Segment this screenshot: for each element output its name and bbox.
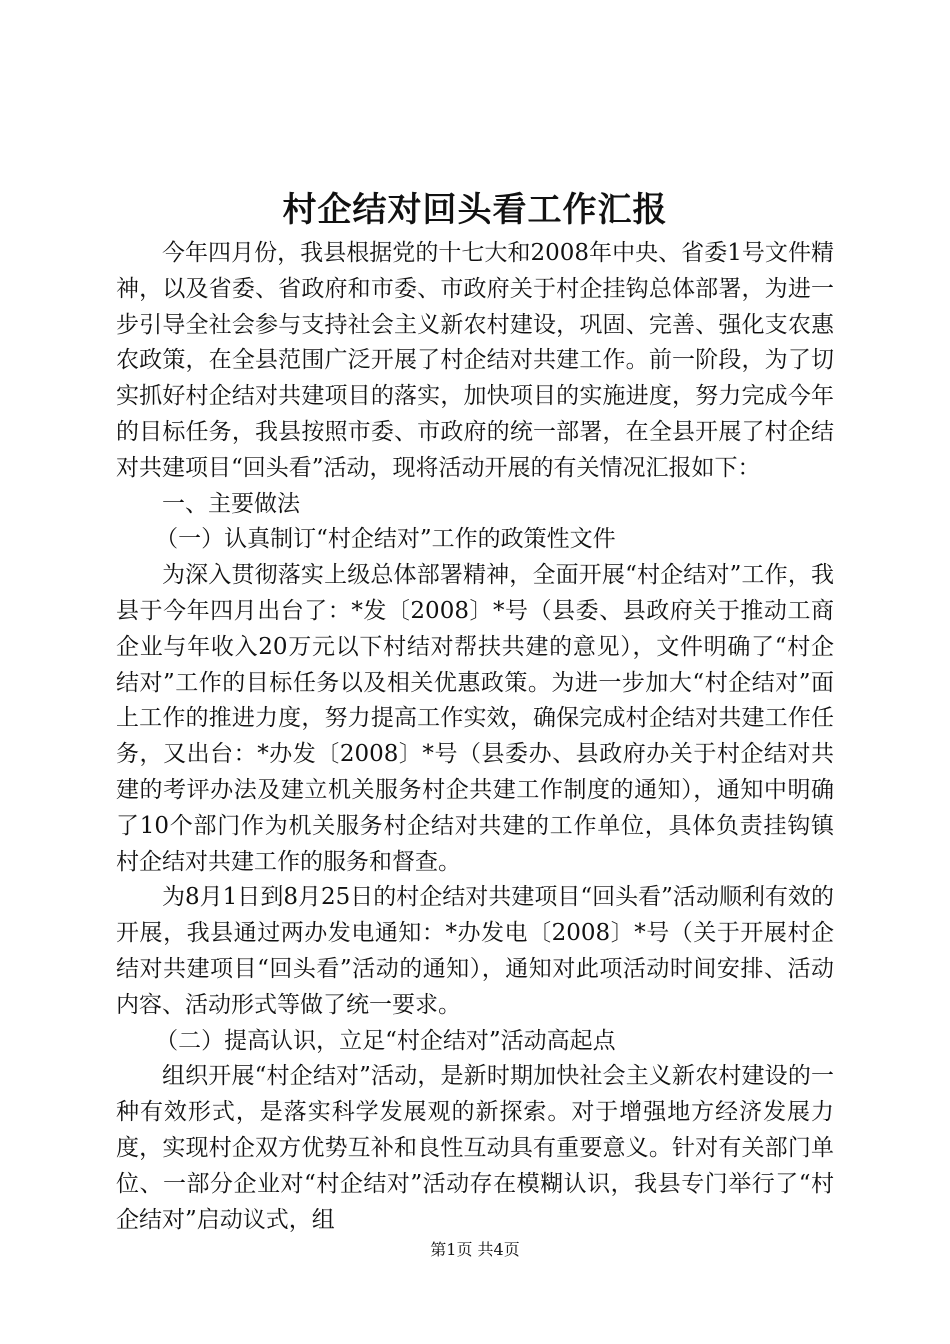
document-title: 村企结对回头看工作汇报 — [282, 190, 668, 230]
subsection-heading-1: （一）认真制订“村企结对”工作的政策性文件 — [155, 526, 616, 553]
subsection-heading-2: （二）提高认识，立足“村企结对”活动高起点 — [155, 1027, 616, 1054]
paragraph-awareness: 组织开展“村企结对”活动，是新时期加快社会主义新农村建设的一种有效形式，是落实科学发展观的新探索。对于增强地方经济发展力度，实现村企双方优势互补和良性互动具有重要意义。针对有关部门单位、一部分企业对“村企结对”活动存在模糊认识，我县专门举行了“村企结对”启动议式，组 — [116, 1063, 834, 1233]
document-body — [116, 236, 834, 1238]
paragraph-policy-documents: 为深入贯彻落实上级总体部署精神，全面开展“村企结对”工作，我县于今年四月出台了：*发〔2008〕*号（县委、县政府关于推动工商企业与年收入20万元以下村结对帮扶共建的意见），文件明确了“村企结对”工作的目标任务以及相关优惠政策。为进一步加大“村企结对”面上工作的推进力度，努力提高工作实效，确保完成村企结对共建工作任务，又出台：*办发〔2008〕*号（县委办、县政府办关于村企结对共建的考评办法及建立机关服务村企共建工作制度的通知），通知中明确了10个部门作为机关服务村企结对共建的工作单位，具体负责挂钩镇村企结对共建工作的服务和督查。 — [116, 562, 834, 875]
section-heading-main-practices: 一、主要做法 — [162, 490, 300, 517]
paragraph-review-activity: 为8月1日到8月25日的村企结对共建项目“回头看”活动顺利有效的开展，我县通过两办发电通知：*办发电〔2008〕*号（关于开展村企结对共建项目“回头看”活动的通知），通知对此项活动时间安排、活动内容、活动形式等做了统一要求。 — [116, 884, 834, 1018]
page-footer: 第1页 共4页 — [430, 1240, 520, 1259]
paragraph-intro: 今年四月份，我县根据党的十七大和2008年中央、省委1号文件精神，以及省委、省政府和市委、市政府关于村企挂钩总体部署，为进一步引导全社会参与支持社会主义新农村建设，巩固、完善、强化支农惠农政策，在全县范围广泛开展了村企结对共建工作。前一阶段，为了切实抓好村企结对共建项目的落实，加快项目的实施进度，努力完成今年的目标任务，我县按照市委、市政府的统一部署，在全县开展了村企结对共建项目“回头看”活动，现将活动开展的有关情况汇报如下： — [116, 240, 834, 481]
